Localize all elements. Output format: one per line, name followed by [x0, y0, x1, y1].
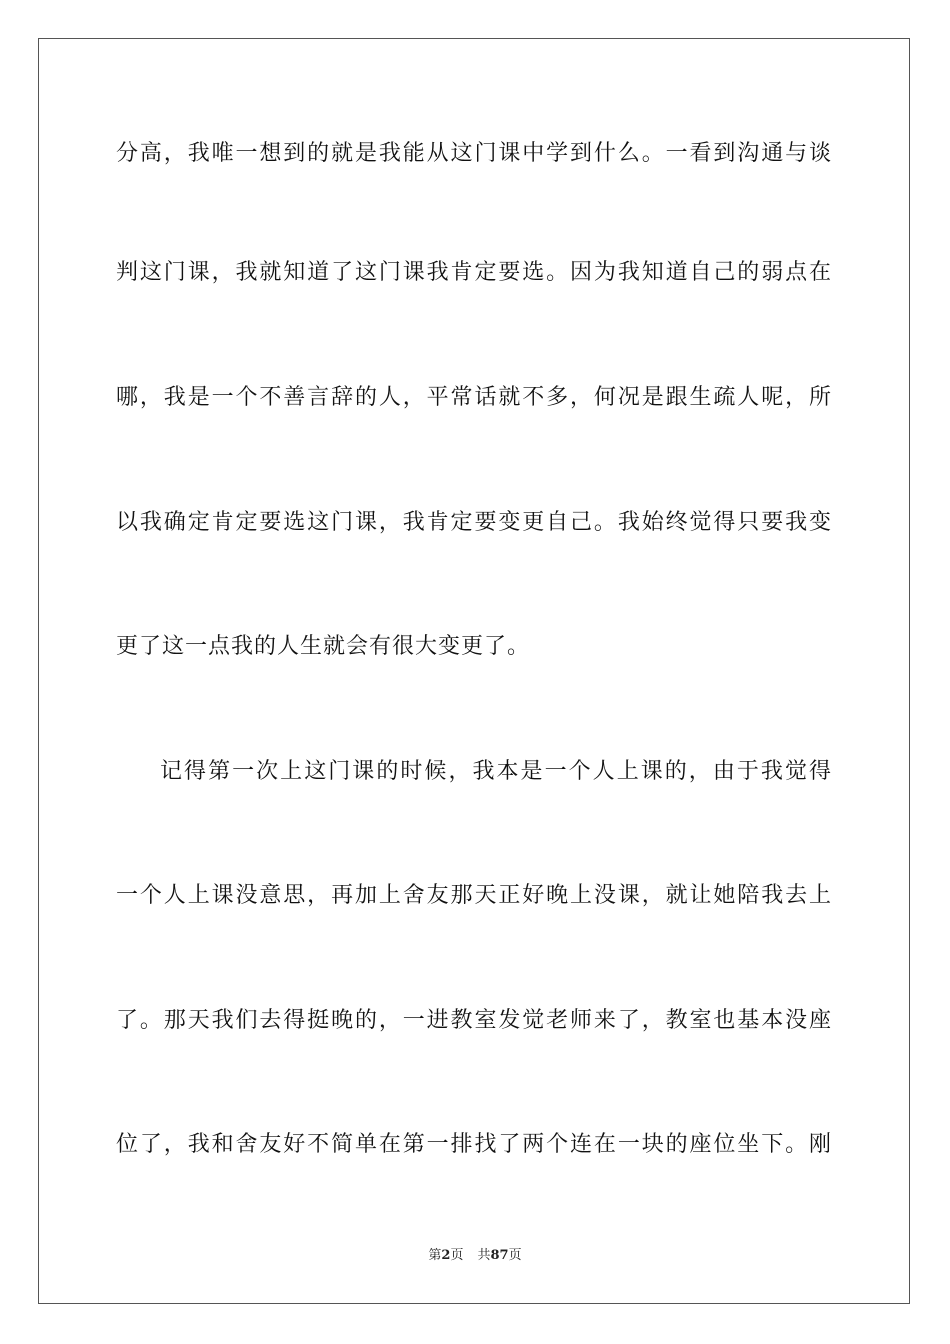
text-line: 判这门课，我就知道了这门课我肯定要选。因为我知道自己的弱点在	[116, 260, 832, 285]
page-number: 2	[441, 1248, 451, 1263]
total-pages: 87	[490, 1248, 509, 1263]
total-suffix: 页	[508, 1248, 522, 1263]
text-line: 了。那天我们去得挺晚的，一进教室发觉老师来了，教室也基本没座	[116, 1008, 832, 1033]
text-line: 记得第一次上这门课的时候，我本是一个人上课的，由于我觉得	[160, 759, 832, 784]
page-prefix: 第	[428, 1248, 442, 1263]
page-frame	[38, 38, 910, 1304]
text-line: 以我确定肯定要选这门课，我肯定要变更自己。我始终觉得只要我变	[116, 510, 832, 535]
text-line: 分高，我唯一想到的就是我能从这门课中学到什么。一看到沟通与谈	[116, 141, 832, 166]
text-line: 位了，我和舍友好不简单在第一排找了两个连在一块的座位坐下。刚	[116, 1132, 832, 1157]
page-suffix: 页	[450, 1248, 464, 1263]
total-prefix: 共	[477, 1248, 491, 1263]
text-line: 一个人上课没意思，再加上舍友那天正好晚上没课，就让她陪我去上	[116, 883, 832, 908]
text-line: 哪，我是一个不善言辞的人，平常话就不多，何况是跟生疏人呢，所	[116, 385, 832, 410]
page-footer	[0, 1248, 950, 1264]
text-line: 更了这一点我的人生就会有很大变更了。	[116, 634, 531, 659]
